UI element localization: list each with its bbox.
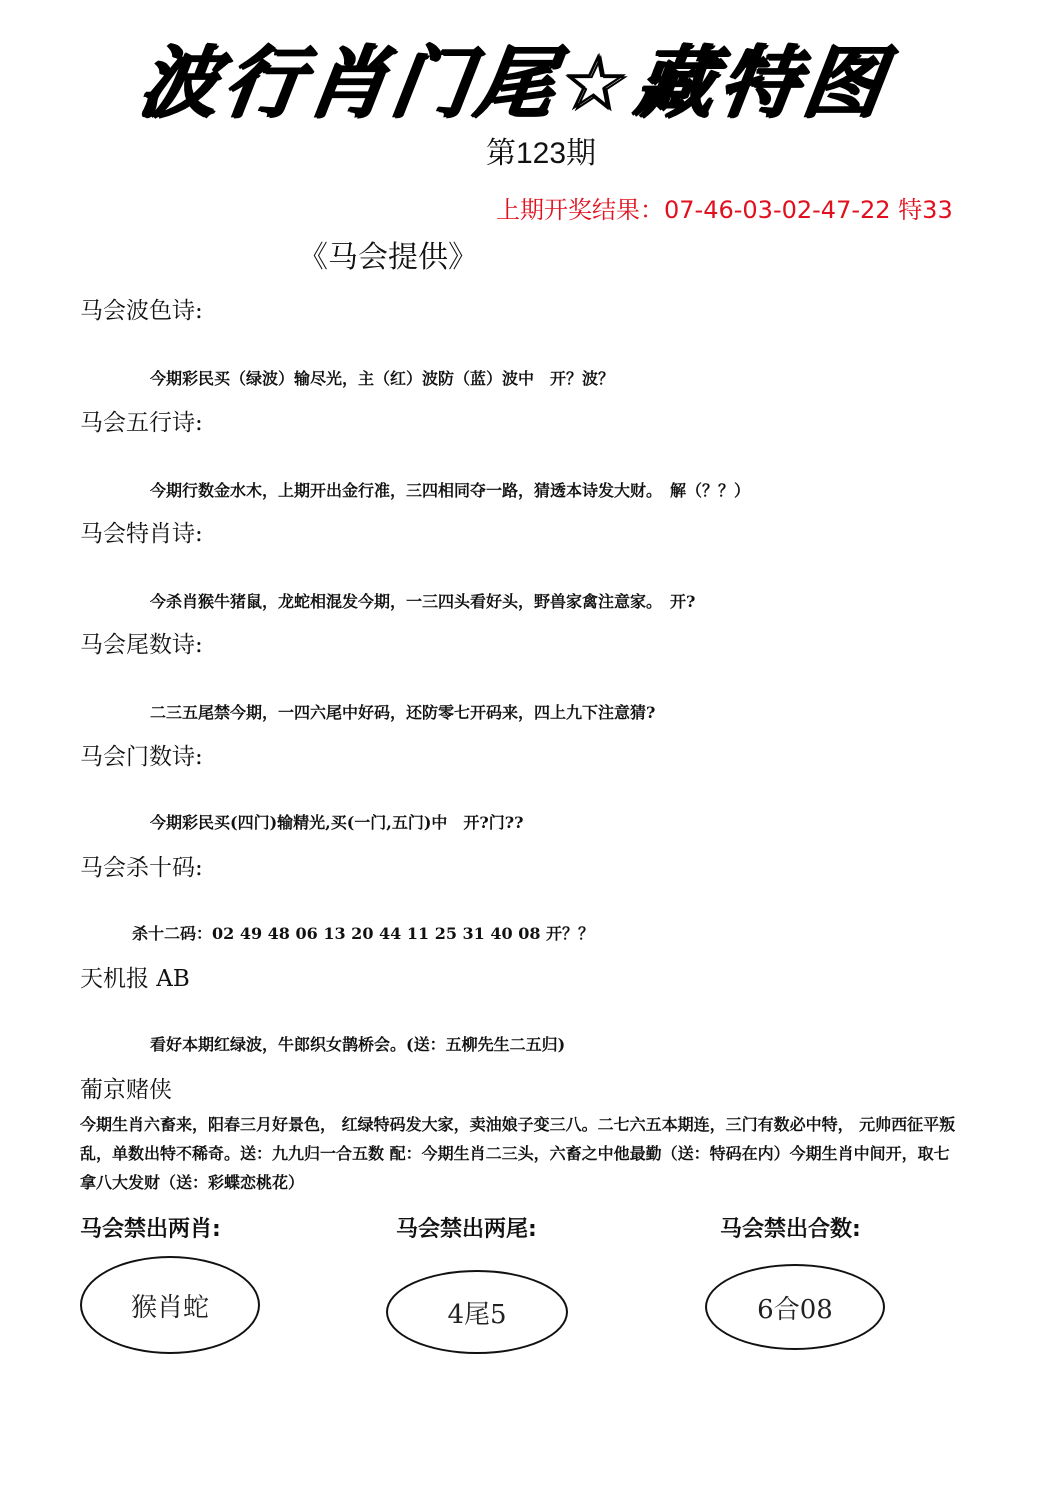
last-result: [496, 190, 953, 225]
ban-heading-sum: 马会禁出合数:: [720, 1217, 861, 1242]
last-result-special: 特33: [898, 196, 953, 224]
section-content-wave-color: 今期彩民买（绿波）输尽光，主（红）波防（蓝）波中 开？波？: [150, 369, 615, 388]
section-content-tail-number: 二三五尾禁今期，一四六尾中好码，还防零七开码来，四上九下注意猜?: [150, 703, 656, 722]
section-content-door-number: 今期彩民买(四门)输精光,买(一门,五门)中 开?门??: [150, 813, 524, 832]
ban-tail-value: 4尾5: [447, 1299, 507, 1330]
section-heading-kill-ten: 马会杀十码:: [80, 855, 203, 881]
section-content-special-zodiac: 今杀肖猴牛猪鼠，龙蛇相混发今期，一三四头看好头，野兽家禽注意家。 开?: [150, 592, 696, 611]
section-content-kill-ten: 杀十二码：02 49 48 06 13 20 44 11 25 31 40 08 开？？: [132, 924, 595, 943]
ban-sum-value: 6合08: [757, 1294, 833, 1325]
ban-zodiac-ellipse: [80, 1256, 260, 1354]
last-result-label: 上期开奖结果：: [496, 196, 664, 224]
section-heading-pujing: 葡京赌侠: [80, 1077, 172, 1103]
section-heading-five-elements: 马会五行诗:: [80, 410, 203, 436]
provider-label: 《马会提供》: [298, 240, 478, 275]
section-heading-door-number: 马会门数诗:: [80, 744, 203, 770]
section-content-tianji: 看好本期红绿波，牛郎织女鹊桥会。(送：五柳先生二五归): [150, 1035, 566, 1054]
ban-zodiac-value: 猴肖蛇: [130, 1292, 209, 1323]
section-content-five-elements: 今期行数金水木，上期开出金行准，三四相同夺一路，猜透本诗发大财。 解（？？）: [150, 481, 751, 500]
section-heading-tail-number: 马会尾数诗:: [80, 632, 203, 658]
section-heading-special-zodiac: 马会特肖诗:: [80, 521, 203, 547]
ban-tail-ellipse: [386, 1270, 568, 1354]
issue-number: 第123期: [486, 137, 597, 170]
ban-sum-ellipse: [705, 1264, 885, 1350]
page-title: 波行肖门尾☆藏特图: [133, 38, 895, 128]
last-result-numbers: 07-46-03-02-47-22: [664, 196, 891, 224]
section-heading-wave-color: 马会波色诗:: [80, 298, 203, 324]
section-heading-tianji: 天机报 AB: [80, 966, 190, 992]
pujing-paragraph: 今期生肖六畜来，阳春三月好景色， 红绿特码发大家，卖油娘子变三八。二七六五本期连，三门有数必中特， 元帅西征平叛乱，单数出特不稀奇。送：九九归一合五数 配：今期生肖二三头，六畜之中他最勤（送：特码在内）今期生肖中间开，取七拿八大发财（送：彩蝶恋桃花）: [80, 1115, 956, 1192]
ban-heading-zodiac: 马会禁出两肖:: [80, 1217, 221, 1242]
ban-heading-tail: 马会禁出两尾:: [396, 1217, 537, 1242]
